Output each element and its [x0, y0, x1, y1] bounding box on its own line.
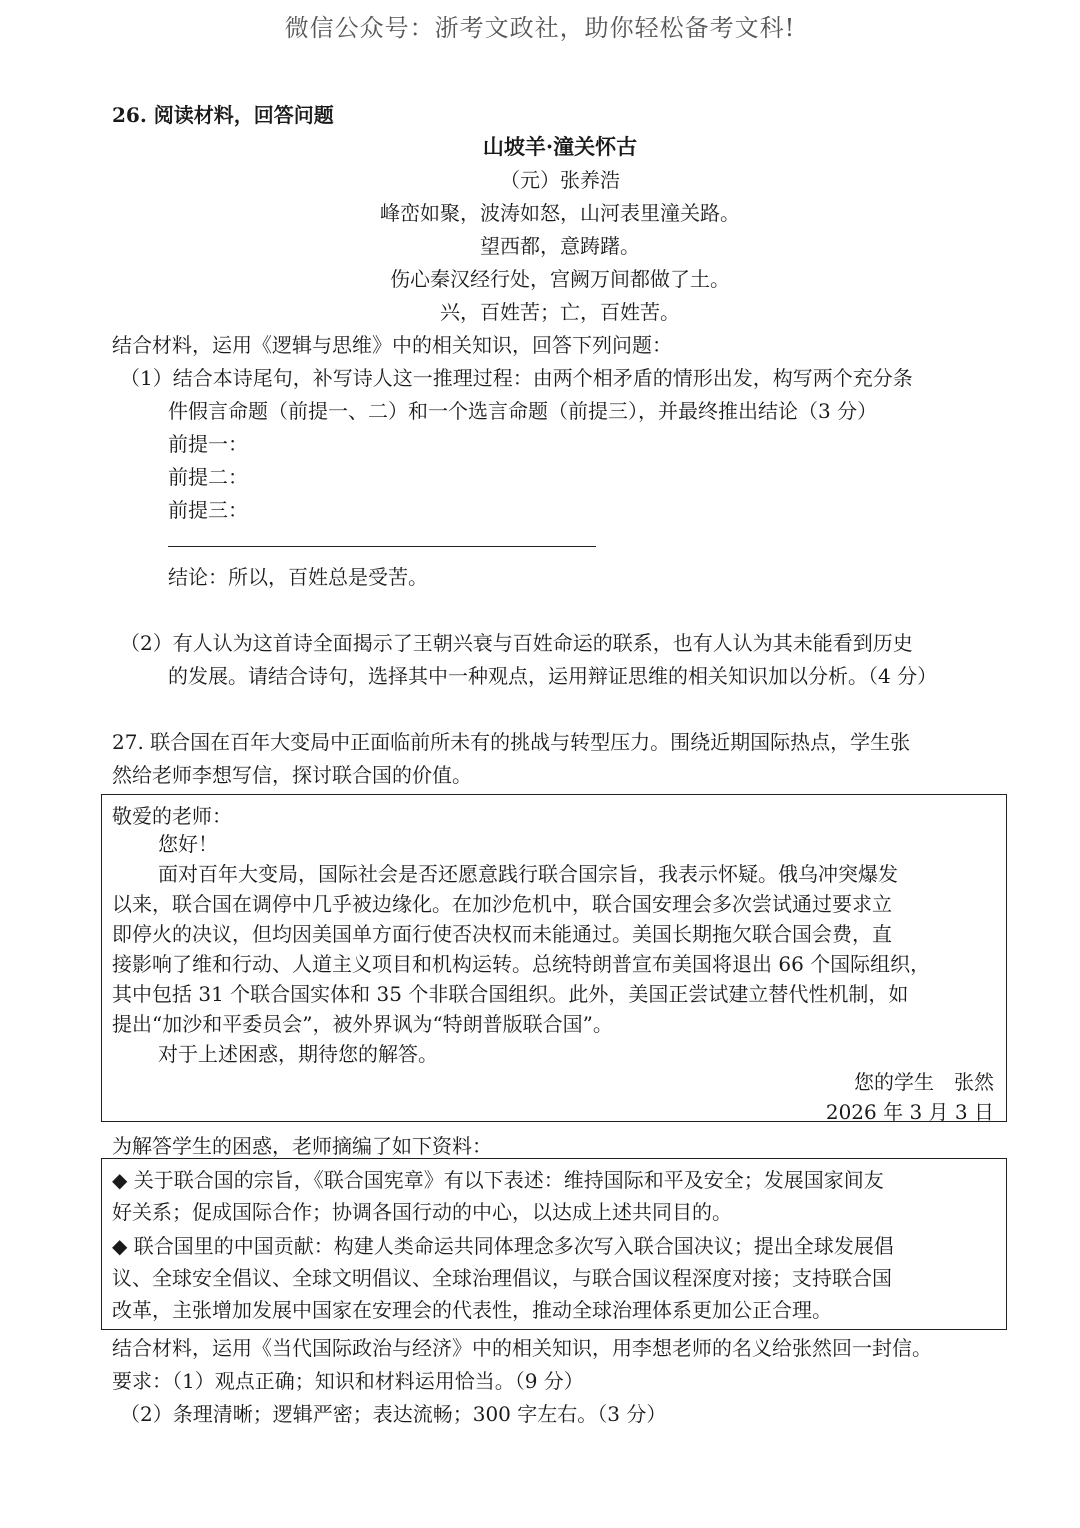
premise-3-label: 前提三：: [168, 498, 248, 522]
q26-part1-line2: 件假言命题（前提一、二）和一个选言命题（前提三），并最终推出结论（3 分）: [168, 399, 878, 423]
poem-line: 望西都，意踌躇。: [480, 234, 640, 258]
poem-title: 山坡羊·潼关怀古: [482, 134, 638, 159]
q26-part1-line1: （1）结合本诗尾句，补写诗人这一推理过程：由两个相矛盾的情形出发，构写两个充分条: [120, 366, 913, 390]
letter-body-line: 接影响了维和行动、人道主义项目和机构运转。总统特朗普宣布美国将退出 66 个国际组织，: [112, 952, 931, 976]
answer-blank-line: [168, 546, 596, 547]
poem-line: 峰峦如聚，波涛如怒，山河表里潼关路。: [380, 201, 740, 225]
q27-task: 结合材料，运用《当代国际政治与经济》中的相关知识，用李想老师的名义给张然回一封信。: [112, 1336, 932, 1360]
header-watermark: 微信公众号：浙考文政社，助你轻松备考文科!: [284, 14, 796, 42]
letter-body-line: 其中包括 31 个联合国实体和 35 个非联合国组织。此外，美国正尝试建立替代性机制，如: [112, 982, 909, 1006]
letter-body-line: 即停火的决议，但均因美国单方面行使否决权而未能通过。美国长期拖欠联合国会费，直: [112, 922, 892, 946]
letter-signature: 您的学生 张然: [854, 1070, 994, 1094]
material-line: ◆ 联合国里的中国贡献：构建人类命运共同体理念多次写入联合国决议；提出全球发展倡: [112, 1234, 894, 1258]
letter-greeting: 您好！: [158, 832, 218, 856]
letter-body-line: 以来，联合国在调停中几乎被边缘化。在加沙危机中，联合国安理会多次尝试通过要求立: [112, 892, 892, 916]
letter-body-line: 提出“加沙和平委员会”，被外界讽为“特朗普版联合国”。: [112, 1012, 613, 1036]
letter-body-line: 面对百年大变局，国际社会是否还愿意践行联合国宗旨，我表示怀疑。俄乌冲突爆发: [158, 862, 898, 886]
material-line: 议、全球安全倡议、全球文明倡议、全球治理倡议，与联合国议程深度对接；支持联合国: [112, 1266, 892, 1290]
poem-line: 兴，百姓苦；亡，百姓苦。: [440, 300, 680, 324]
q26-title: 26. 阅读材料，回答问题: [112, 103, 334, 127]
letter-salutation: 敬爱的老师：: [112, 804, 232, 828]
poem-line: 伤心秦汉经行处，宫阙万间都做了土。: [390, 267, 730, 291]
letter-date: 2026 年 3 月 3 日: [825, 1100, 994, 1124]
q26-instruction: 结合材料，运用《逻辑与思维》中的相关知识，回答下列问题：: [112, 333, 672, 357]
material-line: 好关系；促成国际合作；协调各国行动的中心，以达成上述共同目的。: [112, 1200, 732, 1224]
letter-closing: 对于上述困惑，期待您的解答。: [158, 1042, 438, 1066]
q27-requirement-2: （2）条理清晰；逻辑严密；表达流畅；300 字左右。（3 分）: [120, 1402, 667, 1426]
poem-author: （元）张养浩: [500, 168, 620, 192]
q26-part2-line1: （2）有人认为这首诗全面揭示了王朝兴衰与百姓命运的联系，也有人认为其未能看到历史: [120, 631, 913, 655]
q27-requirement-1: 要求：（1）观点正确；知识和材料运用恰当。（9 分）: [112, 1369, 584, 1393]
conclusion-text: 结论：所以，百姓总是受苦。: [168, 565, 428, 589]
q27-intro-line1: 27. 联合国在百年大变局中正面临前所未有的挑战与转型压力。围绕近期国际热点，学生张: [112, 730, 911, 754]
premise-1-label: 前提一：: [168, 432, 248, 456]
premise-2-label: 前提二：: [168, 465, 248, 489]
q26-part2-line2: 的发展。请结合诗句，选择其中一种观点，运用辩证思维的相关知识加以分析。（4 分）: [168, 664, 938, 688]
q27-intro-line2: 然给老师李想写信，探讨联合国的价值。: [112, 763, 472, 787]
teacher-intro: 为解答学生的困惑，老师摘编了如下资料：: [112, 1134, 492, 1158]
material-line: 改革，主张增加发展中国家在安理会的代表性，推动全球治理体系更加公正合理。: [112, 1298, 832, 1322]
material-line: ◆ 关于联合国的宗旨，《联合国宪章》有以下表述：维持国际和平及安全；发展国家间友: [112, 1168, 884, 1192]
